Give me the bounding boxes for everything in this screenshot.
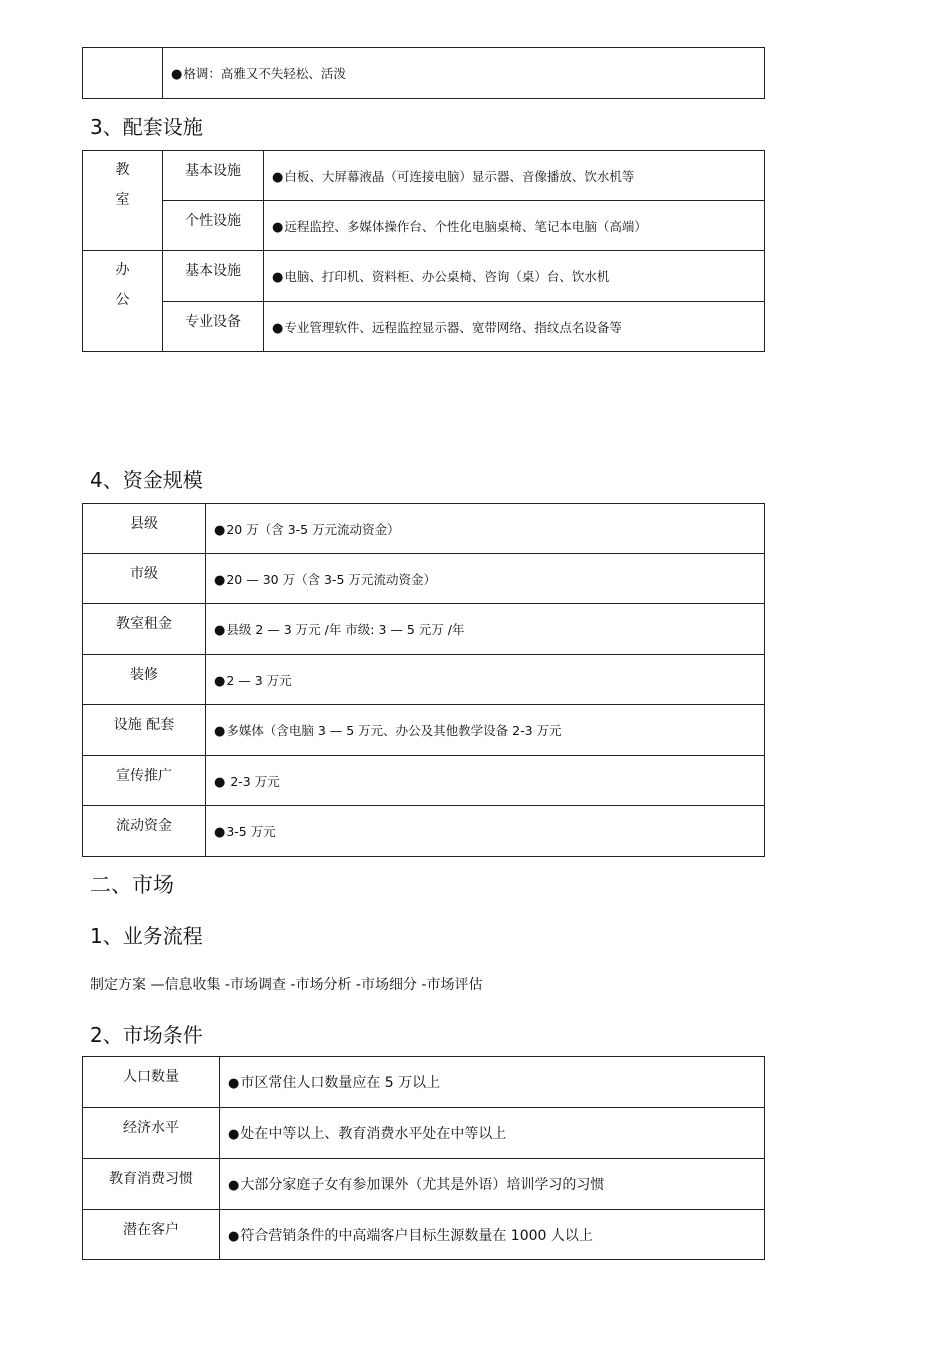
bullet-icon: ● xyxy=(228,1127,240,1142)
bullet-icon: ● xyxy=(272,219,284,235)
funds-value: 20 — 30 万（含 3-5 万元流动资金） xyxy=(226,571,436,587)
facilities-value-cell xyxy=(264,302,765,352)
bullet-icon: ● xyxy=(214,572,226,588)
conditions-value: 符合营销条件的中高端客户目标生源数量在 1000 人以上 xyxy=(240,1227,593,1244)
funds-label: 设施 配套 xyxy=(83,705,206,756)
bullet-icon: ● xyxy=(214,825,226,840)
group-label-char: 办 xyxy=(115,262,130,278)
funds-value: 20 万（含 3-5 万元流动资金） xyxy=(226,521,400,537)
funds-value-cell xyxy=(206,504,765,554)
top-table xyxy=(82,47,765,99)
facilities-value-cell xyxy=(264,151,765,201)
conditions-value-cell xyxy=(220,1057,765,1108)
funds-heading: 4、资金规模 xyxy=(90,468,203,492)
bullet-icon: ● xyxy=(272,270,284,285)
conditions-label: 教育消费习惯 xyxy=(83,1159,220,1210)
funds-value-cell xyxy=(206,705,765,756)
funds-value: 县级 2 — 3 万元 /年 市级: 3 — 5 元万 /年 xyxy=(226,622,465,637)
group-label-char: 公 xyxy=(115,292,130,308)
funds-value: 3-5 万元 xyxy=(226,824,276,839)
conditions-value: 大部分家庭子女有参加课外（尤其是外语）培训学习的习惯 xyxy=(240,1177,605,1193)
facilities-sub-label: 基本设施 xyxy=(163,151,264,201)
funds-table xyxy=(82,503,765,857)
bullet-icon: ● xyxy=(214,774,226,790)
top-table-value-cell xyxy=(163,48,765,99)
conditions-value: 市区常住人口数量应在 5 万以上 xyxy=(240,1075,441,1091)
top-table-empty-cell xyxy=(83,48,163,99)
funds-value-cell xyxy=(206,806,765,857)
facilities-value: 白板、大屏幕液晶（可连接电脑）显示器、音像播放、饮水机等 xyxy=(284,168,635,184)
group-label-char: 室 xyxy=(115,192,130,208)
funds-label: 宣传推广 xyxy=(83,756,206,806)
market-heading: 二、市场 xyxy=(90,873,174,897)
process-heading: 1、业务流程 xyxy=(90,924,203,948)
funds-label: 流动资金 xyxy=(83,806,206,857)
process-text: 制定方案 —信息收集 -市场调查 -市场分析 -市场细分 -市场评估 xyxy=(90,977,483,993)
funds-value: 2-3 万元 xyxy=(226,773,280,789)
conditions-label: 潜在客户 xyxy=(83,1210,220,1260)
facilities-group-office xyxy=(83,251,163,352)
facilities-sub-label: 个性设施 xyxy=(163,201,264,251)
conditions-label: 人口数量 xyxy=(83,1057,220,1108)
funds-value-cell xyxy=(206,655,765,705)
facilities-value: 电脑、打印机、资料柜、办公桌椅、咨询（桌）台、饮水机 xyxy=(284,269,610,284)
conditions-value: 处在中等以上、教育消费水平处在中等以上 xyxy=(240,1126,507,1142)
bullet-icon: ● xyxy=(228,1076,240,1091)
bullet-icon: ● xyxy=(214,522,226,538)
funds-value: 多媒体（含电脑 3 — 5 万元、办公及其他教学设备 2-3 万元 xyxy=(226,723,562,738)
facilities-group-classroom xyxy=(83,151,163,251)
conditions-table xyxy=(82,1056,765,1260)
bullet-icon: ● xyxy=(272,169,284,185)
facilities-sub-label: 基本设施 xyxy=(163,251,264,302)
bullet-icon: ● xyxy=(228,1228,240,1244)
conditions-value-cell xyxy=(220,1108,765,1159)
facilities-value: 专业管理软件、远程监控显示器、宽带网络、指纹点名设备等 xyxy=(284,319,622,335)
facilities-heading: 3、配套设施 xyxy=(90,115,203,139)
bullet-icon: ● xyxy=(272,320,284,336)
funds-value: 2 — 3 万元 xyxy=(226,672,292,688)
conditions-heading: 2、市场条件 xyxy=(90,1023,203,1047)
bullet-icon: ● xyxy=(214,623,226,638)
facilities-value-cell xyxy=(264,251,765,302)
funds-value-cell xyxy=(206,756,765,806)
bullet-icon: ● xyxy=(171,67,183,82)
funds-value-cell xyxy=(206,604,765,655)
conditions-value-cell xyxy=(220,1210,765,1260)
top-table-value: 格调：高雅又不失轻松、活泼 xyxy=(183,66,346,81)
facilities-table xyxy=(82,150,765,352)
conditions-label: 经济水平 xyxy=(83,1108,220,1159)
funds-label: 市级 xyxy=(83,554,206,604)
funds-value-cell xyxy=(206,554,765,604)
bullet-icon: ● xyxy=(214,673,226,689)
conditions-value-cell xyxy=(220,1159,765,1210)
facilities-value-cell xyxy=(264,201,765,251)
group-label-char: 教 xyxy=(115,162,130,178)
funds-label: 县级 xyxy=(83,504,206,554)
facilities-value: 远程监控、多媒体操作台、个性化电脑桌椅、笔记本电脑（高端） xyxy=(284,218,647,234)
funds-label: 教室租金 xyxy=(83,604,206,655)
funds-label: 装修 xyxy=(83,655,206,705)
facilities-sub-label: 专业设备 xyxy=(163,302,264,352)
bullet-icon: ● xyxy=(228,1178,240,1193)
bullet-icon: ● xyxy=(214,724,226,739)
